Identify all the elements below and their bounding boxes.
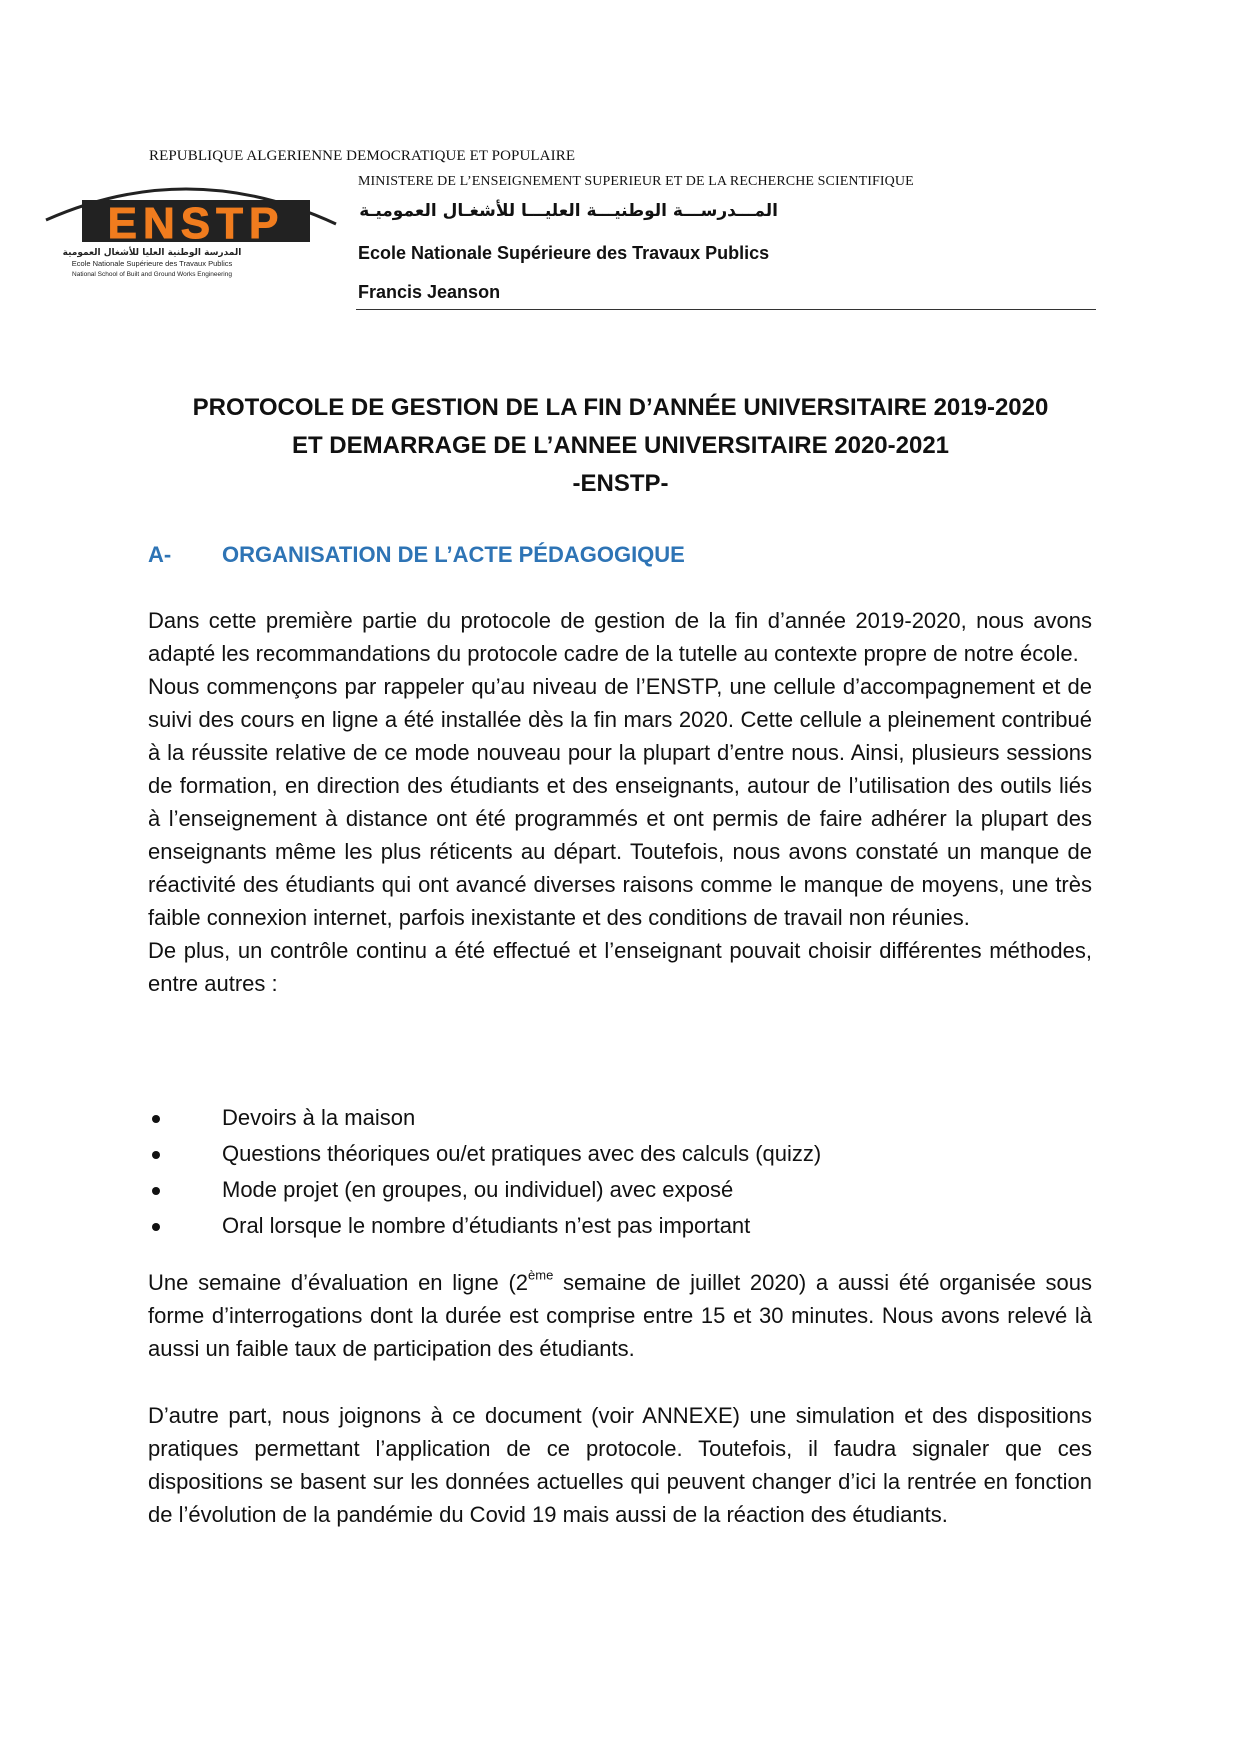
- list-item: Questions théoriques ou/et pratiques avec des calculs (quizz): [148, 1136, 1092, 1172]
- logo-arabic: المدرسة الوطنية العليا للأشغال العمومية: [62, 248, 242, 258]
- bullet-icon: [152, 1115, 160, 1123]
- paragraph-cellule: Nous commençons par rappeler qu’au niveau de l’ENSTP, une cellule d’accompagnement et de suivi des cours en ligne a été installée dès la fin mars 2020. Cette cellule a pleinement contribué à la réussite relative de ce mode nouveau pour la plupart d’entre nous. Ainsi, plusieurs sessions de formation, en direction des étudiants et des enseignants, autour de l’utilisation des outils liés à l’enseignement à distance ont été programmés et ont permis de faire adhérer la plupart des enseignants même les plus réticents au départ. Toutefois, nous avons constaté un manque de réactivité des étudiants qui ont avancé diverses raisons comme le manque de moyens, une très faible connexion internet, parfois inexistante et des conditions de travail non réunies.: [148, 674, 1092, 930]
- bullet-icon: [152, 1151, 160, 1159]
- list-item: Mode projet (en groupes, ou individuel) avec exposé: [148, 1172, 1092, 1208]
- republic-line: REPUBLIQUE ALGERIENNE DEMOCRATIQUE ET POPULAIRE: [149, 148, 576, 164]
- section-title: ORGANISATION DE L’ACTE PÉDAGOGIQUE: [222, 542, 685, 567]
- methods-list: [148, 1100, 1092, 1244]
- logo-acronym: ENSTP: [107, 199, 285, 248]
- section-letter: A-: [148, 542, 172, 567]
- paragraph-intro: Dans cette première partie du protocole de gestion de la fin d’année 2019-2020, nous avons adapté les recommandations du protocole cadre de la tutelle au contexte propre de notre école.: [148, 608, 1092, 666]
- header-divider: [356, 309, 1096, 310]
- logo-english: National School of Built and Ground Works Engineering: [72, 271, 232, 278]
- logo-french: Ecole Nationale Supérieure des Travaux Publics: [71, 259, 233, 268]
- bullet-icon: [152, 1187, 160, 1195]
- body-block-1: [148, 604, 1092, 1000]
- document-title-line3: -ENSTP-: [572, 470, 669, 497]
- document-title-line2: ET DEMARRAGE DE L’ANNEE UNIVERSITAIRE 2020-2021: [291, 432, 950, 459]
- paragraph-annexe: D’autre part, nous joignons à ce document (voir ANNEXE) une simulation et des dispositions pratiques permettant l’application de ce protocole. Toutefois, il faudra signaler que ces dispositions se basent sur les données actuelles qui peuvent changer d’ici la rentrée en fonction de l’évolution de la pandémie du Covid 19 mais aussi de la réaction des étudiants.: [148, 1403, 1092, 1527]
- school-name: Ecole Nationale Supérieure des Travaux Publics: [358, 243, 770, 263]
- bullet-icon: [152, 1223, 160, 1231]
- paragraph-evaluation: Une semaine d’évaluation en ligne (2ème semaine de juillet 2020) a aussi été organisée sous forme d’interrogations dont la durée est comprise entre 15 et 30 minutes. Nous avons relevé là aussi un faible taux de participation des étudiants.: [148, 1267, 1093, 1361]
- ministry-line: MINISTERE DE L’ENSEIGNEMENT SUPERIEUR ET DE LA RECHERCHE SCIENTIFIQUE: [358, 174, 914, 189]
- list-item: Devoirs à la maison: [148, 1100, 1092, 1136]
- document-title-line1: PROTOCOLE DE GESTION DE LA FIN D’ANNÉE UNIVERSITAIRE 2019-2020: [192, 394, 1049, 421]
- director-name: Francis Jeanson: [358, 282, 501, 302]
- paragraph-controle: De plus, un contrôle continu a été effectué et l’enseignant pouvait choisir différentes méthodes, entre autres :: [148, 938, 1092, 996]
- enstp-logo: [40, 186, 350, 286]
- school-arabic-name: المـــدرســـة الوطنيـــة العليـــا للأشغـال العموميـة: [359, 201, 778, 221]
- list-item: Oral lorsque le nombre d’étudiants n’est pas important: [148, 1208, 1092, 1244]
